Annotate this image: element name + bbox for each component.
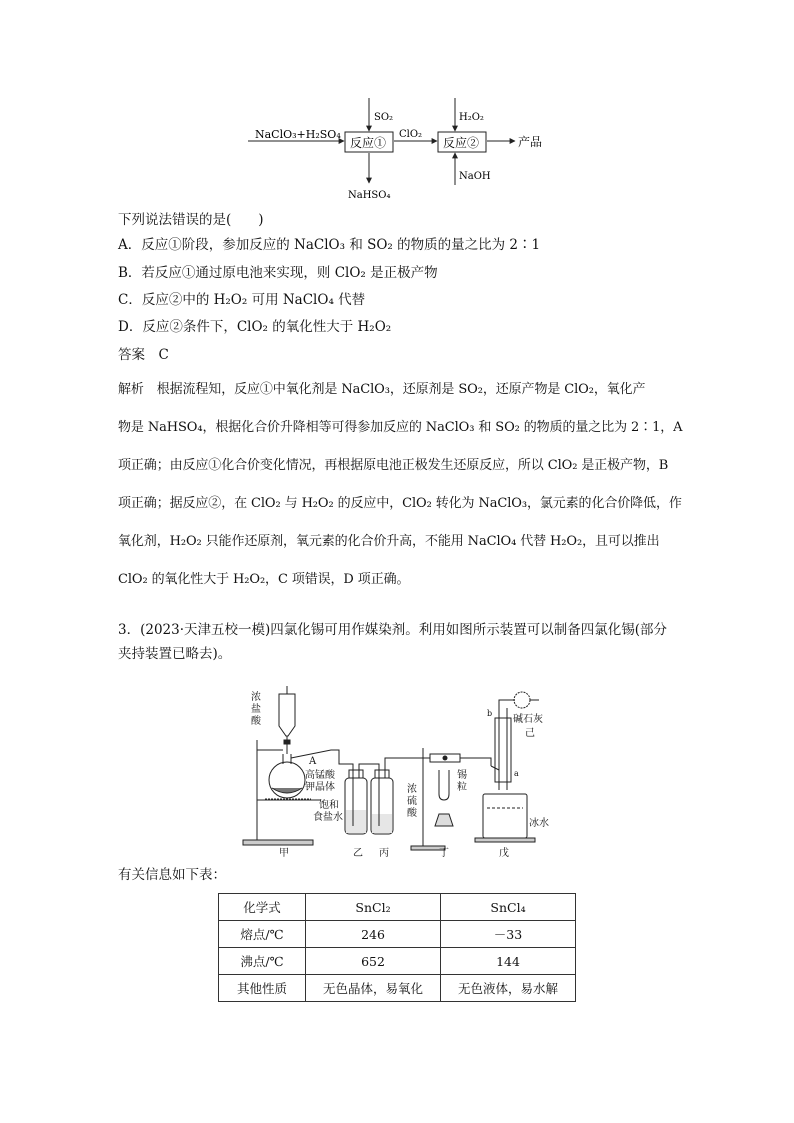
analysis-line: 项正确；据反应②，在 ClO₂ 与 H₂O₂ 的反应中，ClO₂ 转化为 NaClO₃，氯元素的化合价降低，作 (118, 496, 682, 511)
label-port-b: b (487, 709, 493, 718)
question3-stem-line: 夹持装置已略去)。 (118, 646, 232, 662)
label-kmno4-2: 钾晶体 (305, 782, 335, 793)
table-intro: 有关信息如下表： (118, 867, 226, 883)
table-header-cell: 化学式 (219, 894, 306, 921)
label-conc-h2so4-2: 硫 (407, 796, 417, 807)
flow-input-label: NaClO₃+H₂SO₄ (255, 128, 341, 141)
apparatus-diagram (235, 678, 565, 860)
label-conc-h2so4-3: 酸 (407, 808, 417, 819)
h2o2-label: H₂O₂ (459, 112, 484, 123)
label-conc-h2so4-1: 浓 (407, 784, 417, 795)
clo2-label: ClO₂ (399, 129, 423, 140)
table-cell: 246 (306, 921, 441, 948)
table-row (219, 975, 576, 1002)
table-cell: 沸点/℃ (219, 948, 306, 975)
label-tin-1: 锡 (457, 770, 467, 781)
question3-stem (118, 618, 678, 666)
analysis-line: ClO₂ 的氧化性大于 H₂O₂，C 项错误，D 项正确。 (118, 572, 410, 587)
table-cell: 144 (441, 948, 576, 975)
product-label: 产品 (518, 135, 543, 149)
table-cell: 652 (306, 948, 441, 975)
question2-stem: 下列说法错误的是( ) (118, 212, 264, 228)
label-conc-hcl-2: 盐 (251, 704, 261, 715)
label-ice-water: 冰水 (529, 818, 549, 829)
label-wu: 戊 (499, 848, 509, 859)
option-b: B．若反应①通过原电池来实现，则 ClO₂ 是正极产物 (118, 265, 438, 281)
label-ding: 丁 (439, 848, 449, 859)
label-point-a-upper: A (309, 756, 317, 767)
naoh-label: NaOH (459, 171, 491, 182)
label-conc-hcl-3: 酸 (251, 716, 261, 727)
answer: 答案 C (118, 347, 169, 363)
analysis-block (118, 371, 683, 599)
label-ji: 己 (525, 728, 535, 739)
label-bing: 丙 (379, 848, 389, 859)
label-port-a: a (514, 769, 519, 778)
nahso4-label: NaHSO₄ (348, 190, 391, 201)
table-header-row (219, 894, 576, 921)
reaction-flowchart (0, 0, 794, 210)
table-cell: 其他性质 (219, 975, 306, 1002)
label-soda-lime: 碱石灰 (513, 714, 543, 725)
option-c: C．反应②中的 H₂O₂ 可用 NaClO₄ 代替 (118, 292, 366, 308)
reaction1-label: 反应① (350, 136, 387, 150)
option-d: D．反应②条件下，ClO₂ 的氧化性大于 H₂O₂ (118, 319, 392, 335)
label-jia: 甲 (279, 848, 289, 859)
table-header-cell: SnCl₂ (306, 894, 441, 921)
label-kmno4-1: 高锰酸 (305, 770, 335, 781)
table-cell: 无色晶体，易氧化 (306, 975, 441, 1002)
question3-stem-line: 3．(2023·天津五校一模)四氯化锡可用作媒染剂。利用如图所示装置可以制备四氯化锡(部分 (118, 622, 668, 638)
properties-table (218, 893, 576, 1002)
table-row (219, 921, 576, 948)
table-cell: 无色液体，易水解 (441, 975, 576, 1002)
label-brine-1: 饱和 (319, 800, 339, 811)
table-cell: －33 (441, 921, 576, 948)
table-header-cell: SnCl₄ (441, 894, 576, 921)
analysis-line: 氧化剂，H₂O₂ 只能作还原剂，氧元素的化合价升高，不能用 NaClO₄ 代替 H₂O₂，且可以推出 (118, 534, 660, 549)
label-conc-hcl-1: 浓 (251, 692, 261, 703)
label-brine-2: 食盐水 (313, 812, 343, 823)
reaction2-label: 反应② (443, 136, 480, 150)
so2-label: SO₂ (374, 112, 394, 123)
analysis-line: 项正确；由反应①化合价变化情况，再根据原电池正极发生还原反应，所以 ClO₂ 是正极产物，B (118, 458, 669, 473)
label-yi: 乙 (353, 848, 363, 859)
table-row (219, 948, 576, 975)
label-tin-2: 粒 (457, 782, 467, 793)
analysis-line: 物是 NaHSO₄，根据化合价升降相等可得参加反应的 NaClO₃ 和 SO₂ 的物质的量之比为 2∶1，A (118, 420, 683, 435)
option-a: A．反应①阶段，参加反应的 NaClO₃ 和 SO₂ 的物质的量之比为 2∶1 (118, 237, 541, 253)
table-cell: 熔点/℃ (219, 921, 306, 948)
analysis-line: 解析 根据流程知，反应①中氧化剂是 NaClO₃，还原剂是 SO₂，还原产物是 ClO₂，氧化产 (118, 382, 646, 397)
